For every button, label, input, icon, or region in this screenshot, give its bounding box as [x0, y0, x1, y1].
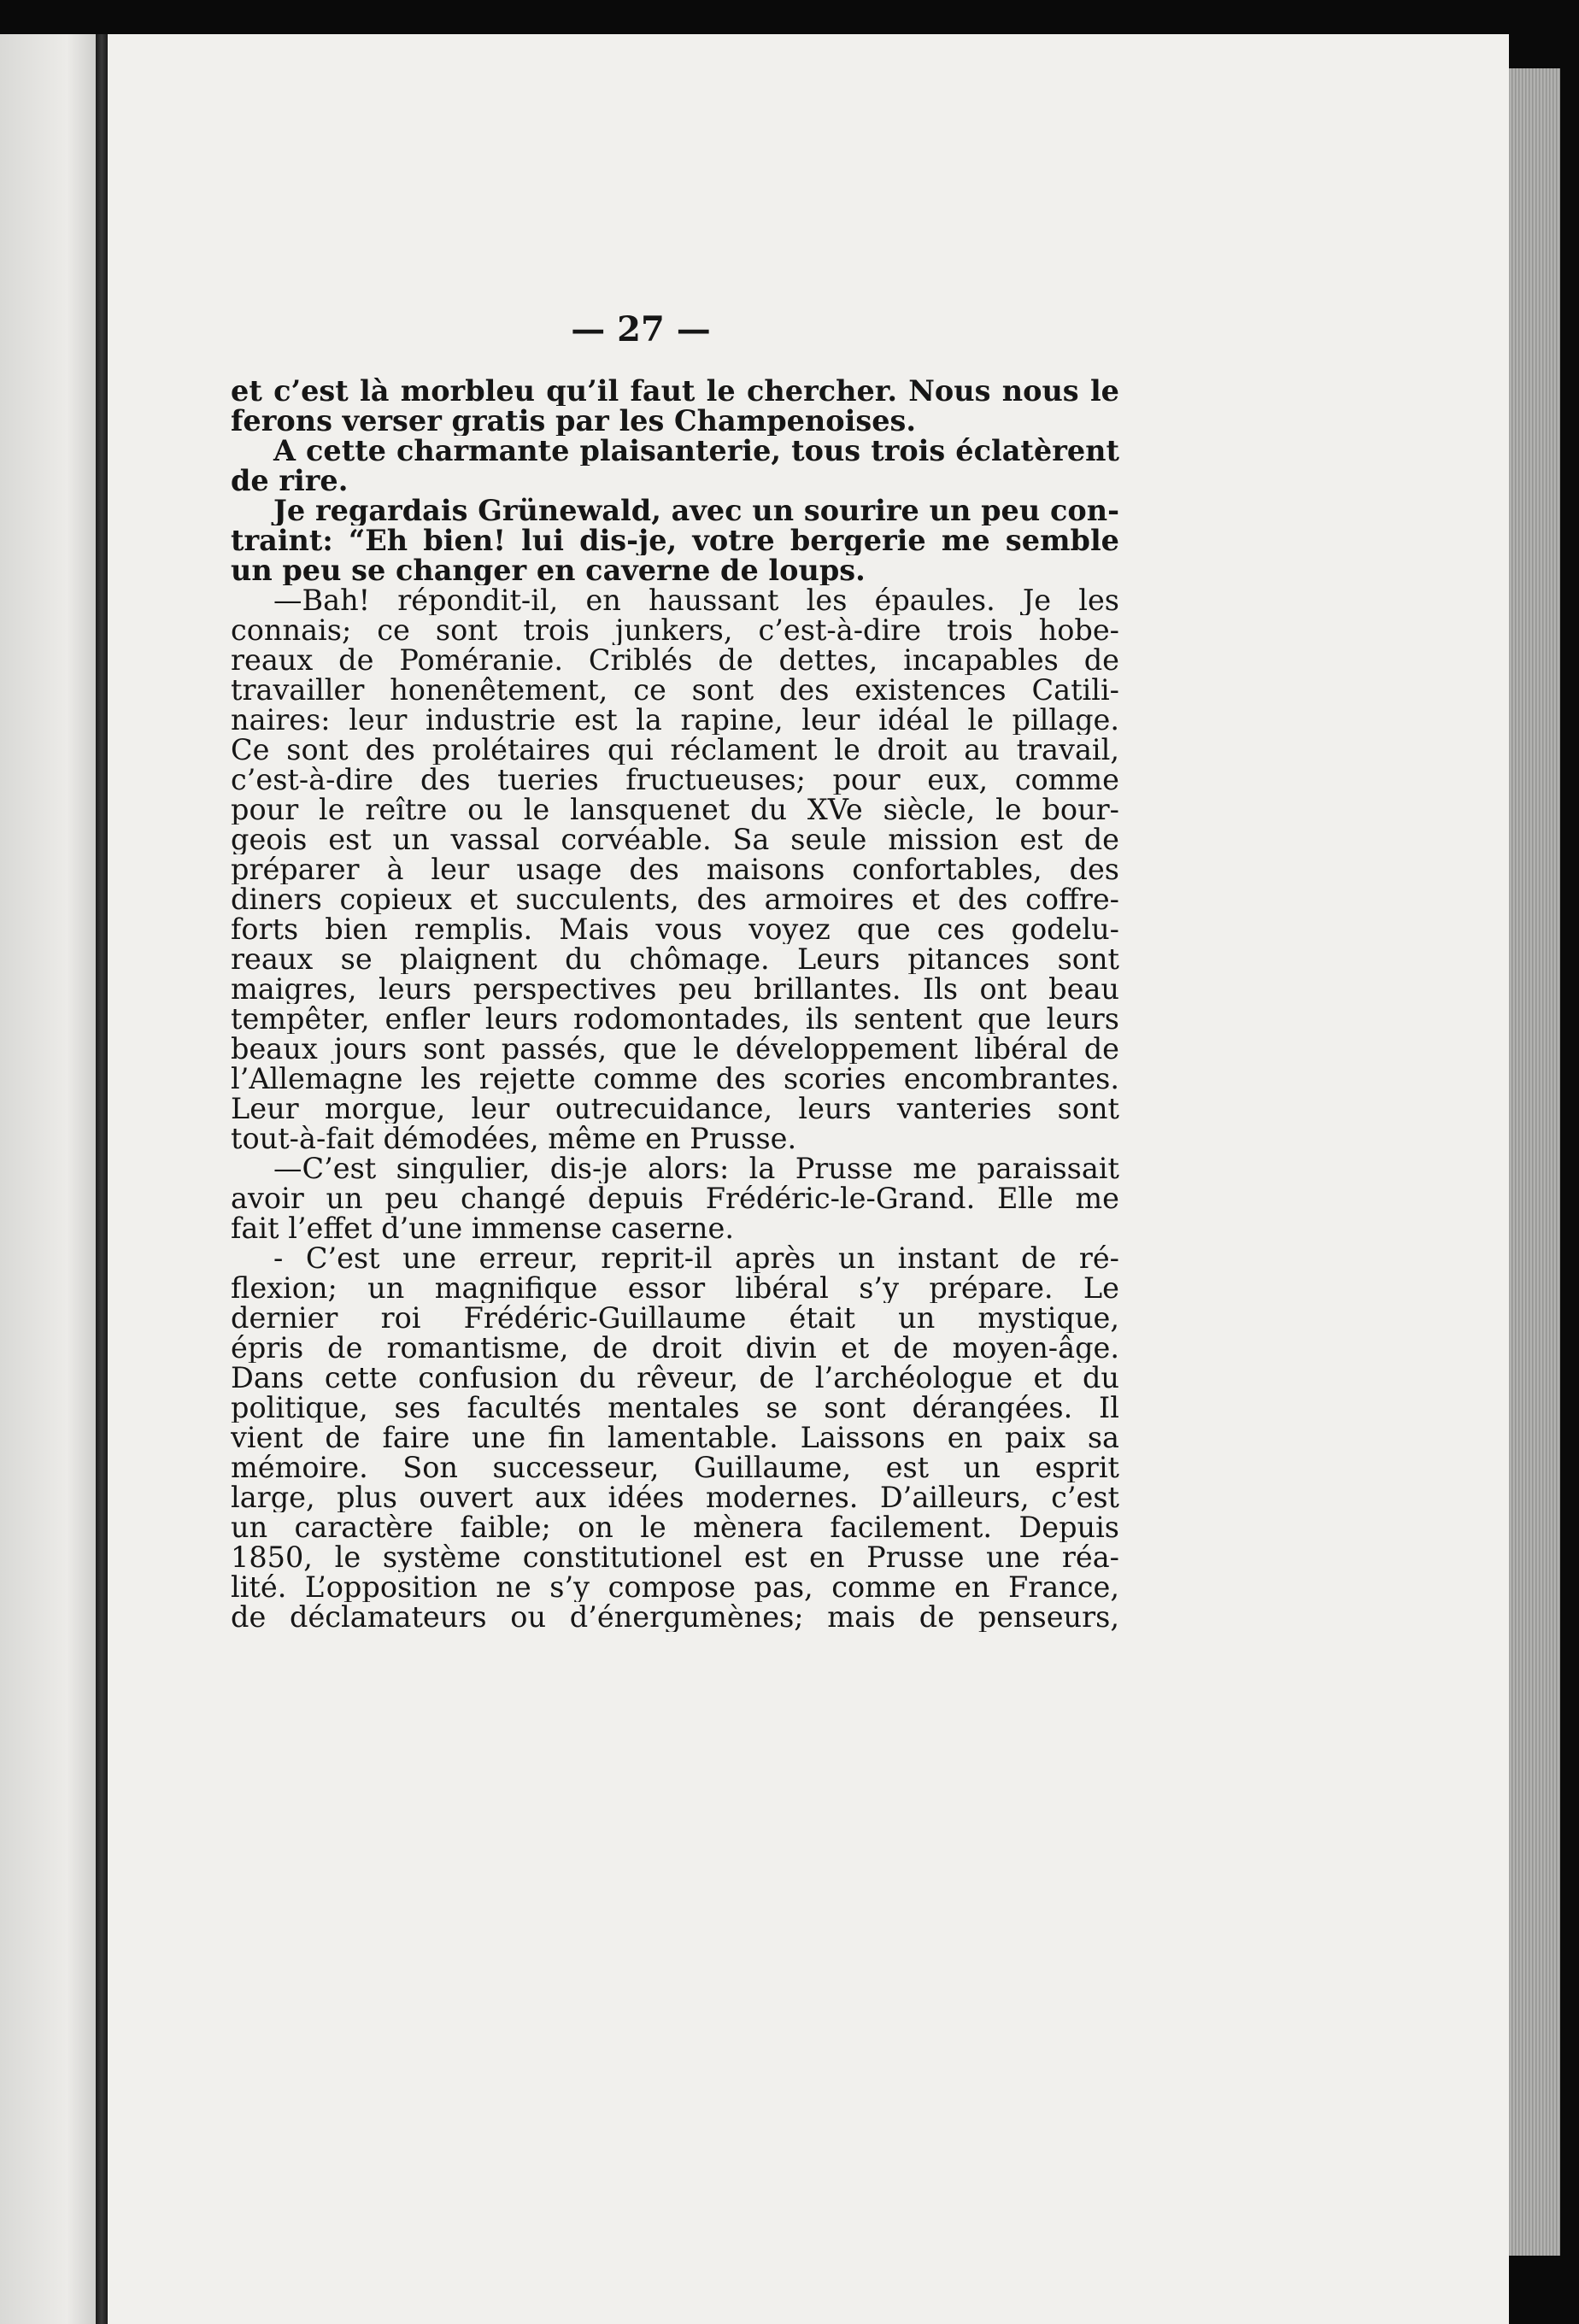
text-line: de rire.	[231, 466, 349, 496]
page-number: — 27 —	[571, 309, 711, 349]
text-line: épris de romantisme, de droit divin et de moyen-âge.	[231, 1333, 1119, 1363]
text-line: traint: “Eh bien! lui dis-je, votre bergerie me semble	[231, 525, 1119, 555]
page-block-edges	[1509, 68, 1560, 2256]
text-line: Dans cette confusion du rêveur, de l’archéologue et du	[231, 1363, 1119, 1393]
text-line: pour le reître ou le lansquenet du XVe siècle, le bour-	[231, 795, 1119, 825]
text-line: Leur morgue, leur outrecuidance, leurs vanteries sont	[231, 1094, 1119, 1124]
text-line: reaux de Poméranie. Criblés de dettes, incapables de	[231, 645, 1119, 675]
text-line: —Bah! répondit-il, en haussant les épaules. Je les	[273, 585, 1119, 615]
text-line: - C’est une erreur, reprit-il après un instant de ré-	[273, 1243, 1119, 1273]
book-gutter	[96, 34, 108, 2324]
text-line: un peu se changer en caverne de loups.	[231, 555, 866, 585]
text-line: Ce sont des prolétaires qui réclament le droit au travail,	[231, 735, 1119, 765]
text-line: vient de faire une fin lamentable. Laissons en paix sa	[231, 1423, 1119, 1452]
text-line: forts bien remplis. Mais vous voyez que ces godelu-	[231, 914, 1119, 944]
text-line: politique, ses facultés mentales se sont dérangées. Il	[231, 1393, 1119, 1423]
text-line: geois est un vassal corvéable. Sa seule mission est de	[231, 825, 1119, 854]
text-line: beaux jours sont passés, que le développement libéral de	[231, 1034, 1119, 1064]
text-line: large, plus ouvert aux idées modernes. D’ailleurs, c’est	[231, 1482, 1119, 1512]
text-line: et c’est là morbleu qu’il faut le chercher. Nous nous le	[231, 376, 1119, 406]
text-line: préparer à leur usage des maisons confortables, des	[231, 854, 1119, 884]
text-line: avoir un peu changé depuis Frédéric-le-Grand. Elle me	[231, 1183, 1119, 1213]
text-line: tout-à-fait démodées, même en Prusse.	[231, 1124, 797, 1153]
text-line: Je regardais Grünewald, avec un sourire un peu con-	[273, 496, 1119, 525]
text-line: tempêter, enfler leurs rodomontades, ils sentent que leurs	[231, 1004, 1119, 1034]
text-line: mémoire. Son successeur, Guillaume, est un esprit	[231, 1452, 1119, 1482]
text-line: lité. L’opposition ne s’y compose pas, comme en France,	[231, 1572, 1119, 1602]
text-line: un caractère faible; on le mènera facilement. Depuis	[231, 1512, 1119, 1542]
text-line: de déclamateurs ou d’énergumènes; mais de penseurs,	[231, 1602, 1119, 1632]
text-line: reaux se plaignent du chômage. Leurs pitances sont	[231, 944, 1119, 974]
text-line: maigres, leurs perspectives peu brillantes. Ils ont beau	[231, 974, 1119, 1004]
text-line: —C’est singulier, dis-je alors: la Prusse me paraissait	[273, 1153, 1119, 1183]
text-line: ferons verser gratis par les Champenoises.	[231, 406, 917, 436]
text-line: travailler honenêtement, ce sont des existences Catili-	[231, 675, 1119, 705]
text-line: diners copieux et succulents, des armoires et des coffre-	[231, 884, 1119, 914]
text-line: A cette charmante plaisanterie, tous trois éclatèrent	[273, 436, 1119, 466]
text-line: naires: leur industrie est la rapine, leur idéal le pillage.	[231, 705, 1119, 735]
text-line: 1850, le système constitutionel est en Prusse une réa-	[231, 1542, 1119, 1572]
body-text	[231, 376, 1119, 1632]
text-line: flexion; un magnifique essor libéral s’y prépare. Le	[231, 1273, 1119, 1303]
text-line: l’Allemagne les rejette comme des scories encombrantes.	[231, 1064, 1119, 1094]
text-line: c’est-à-dire des tueries fructueuses; pour eux, comme	[231, 765, 1119, 795]
text-line: fait l’effet d’une immense caserne.	[231, 1213, 734, 1243]
facing-page-edge	[0, 34, 96, 2324]
text-line: dernier roi Frédéric-Guillaume était un mystique,	[231, 1303, 1119, 1333]
text-line: connais; ce sont trois junkers, c’est-à-dire trois hobe-	[231, 615, 1119, 645]
